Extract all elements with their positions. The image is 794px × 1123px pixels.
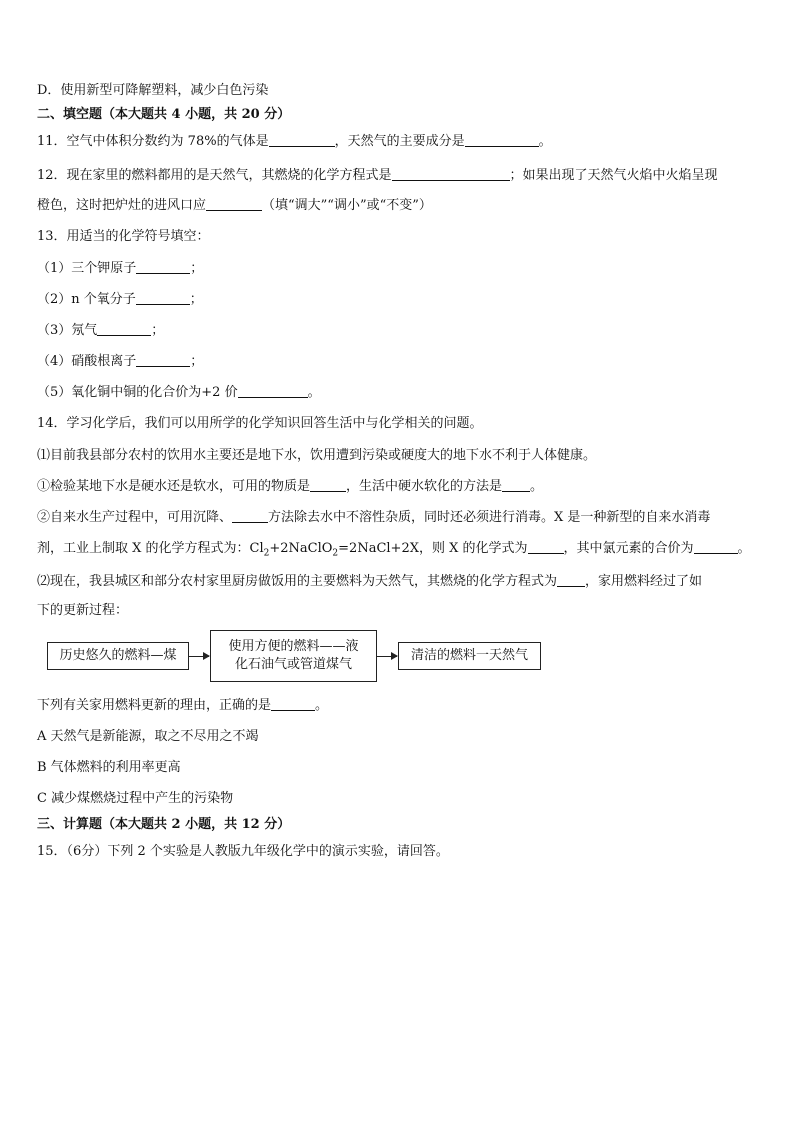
question-13-2: （2）n 个氧分子 ； [37,292,203,307]
answer-blank[interactable] [232,509,268,523]
section-calc-title: 三、计算题（本大题共 2 小题，共 12 分） [37,817,291,832]
answer-blank[interactable] [238,384,308,398]
answer-blank[interactable] [136,260,190,274]
question-12-cont: 橙色，这时把炉灶的进风口应 （填“调大”“调小”或“不变”） [37,198,432,213]
question-14-choice: 下列有关家用燃料更新的理由，正确的是 。 [37,698,329,713]
flow-box-lpg: 使用方便的燃料——液 化石油气或管道煤气 [210,630,377,682]
flow-box-natural-gas: 清洁的燃料一天然气 [398,642,541,670]
answer-blank[interactable] [206,197,262,211]
question-14-part1-a: ①检验某地下水是硬水还是软水，可用的物质是 ，生活中硬水软化的方法是 。 [37,479,544,494]
answer-blank[interactable] [136,291,190,305]
question-13-1: （1）三个钾原子 ； [37,261,204,276]
question-13: 13．用适当的化学符号填空： [37,229,210,244]
flow-arrow [377,656,397,657]
question-14-part2: ⑵现在，我县城区和部分农村家里厨房做饭用的主要燃料为天然气，其燃烧的化学方程式为 ，家用燃料经过了如 [37,574,703,589]
answer-blank[interactable] [271,697,315,711]
option-b: B 气体燃料的利用率更高 [37,760,181,775]
answer-blank[interactable] [465,133,539,147]
answer-blank[interactable] [528,540,564,554]
flow-box-coal: 历史悠久的燃料—煤 [47,642,189,670]
answer-blank[interactable] [694,540,738,554]
answer-blank[interactable] [310,478,346,492]
section-fill-in-title: 二、填空题（本大题共 4 小题，共 20 分） [37,107,291,122]
answer-blank[interactable] [97,322,151,336]
question-15: 15．（6分）下列 2 个实验是人教版九年级化学中的演示实验，请回答。 [37,844,449,859]
question-14: 14．学习化学后，我们可以用所学的化学知识回答生活中与化学相关的问题。 [37,416,483,431]
question-11: 11．空气中体积分数约为 78%的气体是 ，天然气的主要成分是 。 [37,134,552,149]
question-13-3: （3）氖气 ； [37,323,165,338]
question-13-4: （4）硝酸根离子 ； [37,354,204,369]
option-a: A 天然气是新能源，取之不尽用之不竭 [37,729,259,744]
question-12: 12．现在家里的燃料都用的是天然气，其燃烧的化学方程式是 ；如果出现了天然气火焰中火焰呈现 [37,168,718,183]
option-c: C 减少煤燃烧过程中产生的污染物 [37,791,234,806]
question-13-5: （5）氧化铜中铜的化合价为+2 价 。 [37,385,321,400]
question-14-part2-cont: 下的更新过程： [37,603,129,618]
question-14-part1-c: 剂，工业上制取 X 的化学方程式为：$Cl_2+2NaClO_2=2NaCl+2X$，则 X 的化学式为 ，其中氯元素的合价为 。 [37,541,751,559]
answer-blank[interactable] [269,133,335,147]
answer-blank[interactable] [502,478,530,492]
option-d: D．使用新型可降解塑料，减少白色污染 [37,83,269,98]
flow-arrow [189,656,209,657]
question-14-part1-b: ②自来水生产过程中，可用沉降、 方法除去水中不溶性杂质，同时还必须进行消毒。X 是一种新型的自来水消毒 [37,510,711,525]
answer-blank[interactable] [557,573,585,587]
answer-blank[interactable] [136,353,190,367]
question-14-part1: ⑴目前我县部分农村的饮用水主要还是地下水，饮用遭到污染或硬度大的地下水不利于人体健康。 [37,448,597,463]
answer-blank[interactable] [392,167,510,181]
